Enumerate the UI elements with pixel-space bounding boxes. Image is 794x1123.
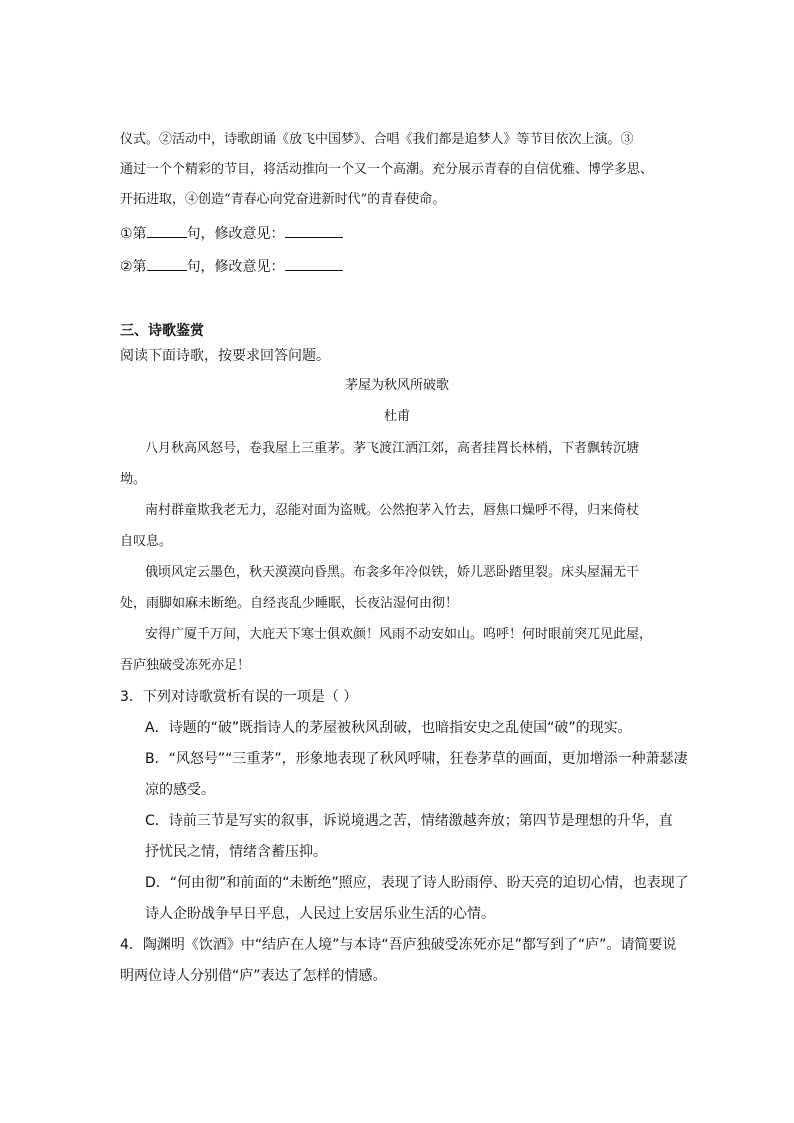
passage-line-2: 通过一个个精彩的节目，将活动推向一个又一个高潮。充分展示青春的自信优雅、博学多思、 <box>120 162 654 177</box>
revision-blank-2[interactable] <box>285 258 343 271</box>
fill-item-1 <box>120 225 343 243</box>
poem-line-4: 自叹息。 <box>120 534 173 549</box>
poem-line-3: 南村群童欺我老无力，忍能对面为盗贼。公然抱茅入竹去，唇焦口燥呼不得，归来倚杖 <box>145 503 640 518</box>
poem-author: 杜甫 <box>383 409 410 424</box>
revision-blank-1[interactable] <box>285 225 343 238</box>
section-title: 三、诗歌鉴赏 <box>120 323 204 339</box>
sentence-number-blank-2[interactable] <box>147 258 187 271</box>
poem-line-6: 处，雨脚如麻未断绝。自经丧乱少睡眠，长夜沾湿何由彻！ <box>120 596 459 611</box>
poem-line-8: 吾庐独破受冻死亦足！ <box>120 658 251 673</box>
option-d-line-1: D．“何由彻”和前面的“未断绝”照应，表现了诗人盼雨停、盼天亮的迫切心情，也表现了 <box>145 875 689 891</box>
poem-title: 茅屋为秋风所破歌 <box>344 378 449 393</box>
fill-item-2 <box>120 258 343 276</box>
instruction: 阅读下面诗歌，按要求回答问题。 <box>120 348 330 364</box>
question-3-stem: 3．下列对诗歌赏析有误的一项是（ ） <box>120 689 358 705</box>
fill-item-1-middle: 句，修改意见： <box>186 226 285 242</box>
option-d-line-2: 诗人企盼战争早日平息，人民过上安居乐业生活的心情。 <box>145 906 495 922</box>
passage-line-1: 仪式。②活动中，诗歌朗诵《放飞中国梦》、合唱《我们都是追梦人》等节目依次上演。③ <box>120 132 634 147</box>
fill-item-1-prefix: ①第 <box>120 226 147 242</box>
option-c-line-2: 抒忧民之情，情绪含蓄压抑。 <box>145 844 327 860</box>
option-b-line-1: B．“风怒号”“三重茅”，形象地表现了秋风呼啸，狂卷茅草的画面，更加增添一种萧瑟凄 <box>145 751 688 767</box>
poem-line-5: 俄顷风定云墨色，秋天漠漠向昏黑。布衾多年冷似铁，娇儿恶卧踏里裂。床头屋漏无干 <box>145 565 640 580</box>
poem-line-7: 安得广厦千万间，大庇天下寒士俱欢颜！风雨不动安如山。呜呼！何时眼前突兀见此屋， <box>145 627 653 642</box>
fill-item-2-prefix: ②第 <box>120 259 147 275</box>
sentence-number-blank-1[interactable] <box>147 225 187 238</box>
question-4-line-1: 4．陶渊明《饮酒》中“结庐在人境”与本诗“吾庐独破受冻死亦足”都写到了“庐”。请简要说 <box>120 937 677 953</box>
option-c-line-1: C．诗前三节是写实的叙事，诉说境遇之苦，情绪激越奔放；第四节是理想的升华，直 <box>145 813 673 829</box>
poem-line-1: 八月秋高风怒号，卷我屋上三重茅。茅飞渡江洒江郊，高者挂罥长林梢，下者飘转沉塘 <box>145 441 640 456</box>
fill-item-2-middle: 句，修改意见： <box>186 259 285 275</box>
passage-line-3: 开拓进取，④创造“青春心向党奋进新时代”的青春使命。 <box>120 192 446 207</box>
option-b-line-2: 凉的感受。 <box>145 782 215 798</box>
option-a: A．诗题的“破”既指诗人的茅屋被秋风刮破，也暗指安史之乱使国“破”的现实。 <box>145 720 632 736</box>
question-4-line-2: 明两位诗人分别借“庐”表达了怎样的情感。 <box>120 968 387 984</box>
poem-line-2: 坳。 <box>120 472 147 487</box>
